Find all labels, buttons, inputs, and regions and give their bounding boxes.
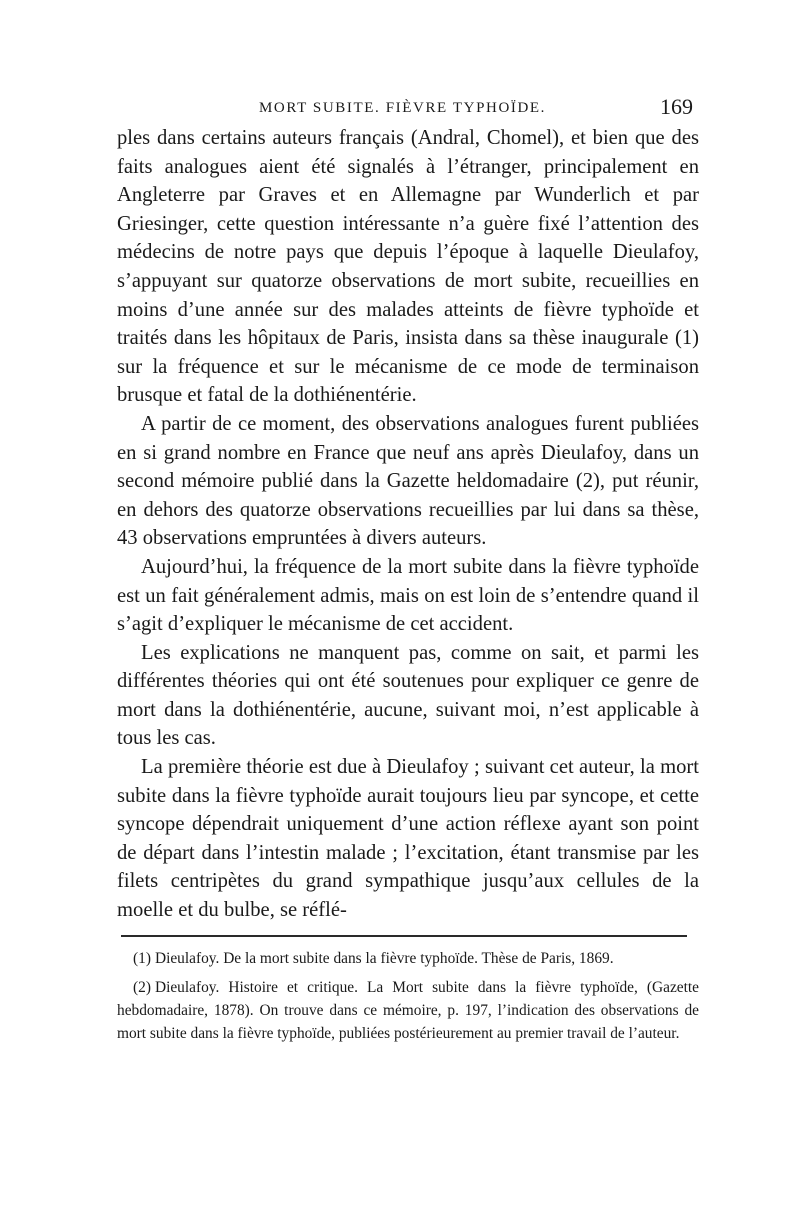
footnote (117, 947, 699, 970)
running-title: MORT SUBITE. FIÈVRE TYPHOÏDE. (259, 100, 547, 116)
body-text (117, 124, 699, 925)
footnote-number: (2) (133, 978, 151, 996)
paragraph: La première théorie est due à Dieulafoy ; suivant cet auteur, la mort subite dans la fièvre typhoïde aurait toujours lieu par syncope, et cette syncope dépendrait uniquement d’une action réflexe ayant son point de départ dans l’intestin malade ; l’excitation, étant transmise par les filets centripètes du grand sympathique jusqu’aux cellules de la moelle et du bulbe, se réflé- (117, 756, 699, 922)
page-number: 169 (660, 94, 693, 119)
footnote-text: Dieulafoy. Histoire et critique. La Mort subite dans la fièvre typhoïde, (Gazette hebdomadaire, 1878). On trouve dans ce mémoire, p. 197, l’indication des observations de mort subite dans la fièvre typhoïde, publiées postérieurement au premier travail de l’auteur. (117, 978, 699, 1042)
paragraph: Aujourd’hui, la fréquence de la mort subite dans la fièvre typhoïde est un fait généralement admis, mais on est loin de s’entendre quand il s’agit d’expliquer le mécanisme de cet accident. (117, 555, 699, 636)
footnote-text: Dieulafoy. De la mort subite dans la fièvre typhoïde. Thèse de Paris, 1869. (154, 949, 614, 967)
footnote (117, 976, 699, 1045)
paragraph: Les explications ne manquent pas, comme on sait, et parmi les différentes théories qui ont été soutenues pour expliquer ce genre de mort dans la dothiénentérie, aucune, suivant moi, n’est applicable à tous les cas. (117, 641, 699, 750)
footnote-number: (1) (133, 949, 151, 967)
running-head (117, 92, 699, 124)
paragraph: A partir de ce moment, des observations analogues furent publiées en si grand nombre en France que neuf ans après Dieulafoy, dans un second mémoire publié dans la Gazette heldomadaire (2), put réunir, en dehors des quatorze observations recueillies par lui dans sa thèse, 43 observations empruntées à divers auteurs. (117, 412, 699, 550)
footnote-rule (121, 935, 687, 937)
paragraph-continuation: ples dans certains auteurs français (Andral, Chomel), et bien que des faits analogues aient été signalés à l’étranger, principalement en Angleterre par Graves et en Allemagne par Wunderlich et par Griesinger, cette question intéressante n’a guère fixé l’attention des médecins de notre pays que depuis l’époque à laquelle Dieulafoy, s’appuyant sur quatorze observations de mort subite, recueillies en moins d’une année sur des malades atteints de fièvre typhoïde et traités dans les hôpitaux de Paris, insista dans sa thèse inaugurale (1) sur la fréquence et sur le mécanisme de ce mode de terminaison brusque et fatal de la dothiénentérie. (117, 127, 699, 407)
book-page (117, 92, 699, 1051)
footnotes (117, 947, 699, 1045)
